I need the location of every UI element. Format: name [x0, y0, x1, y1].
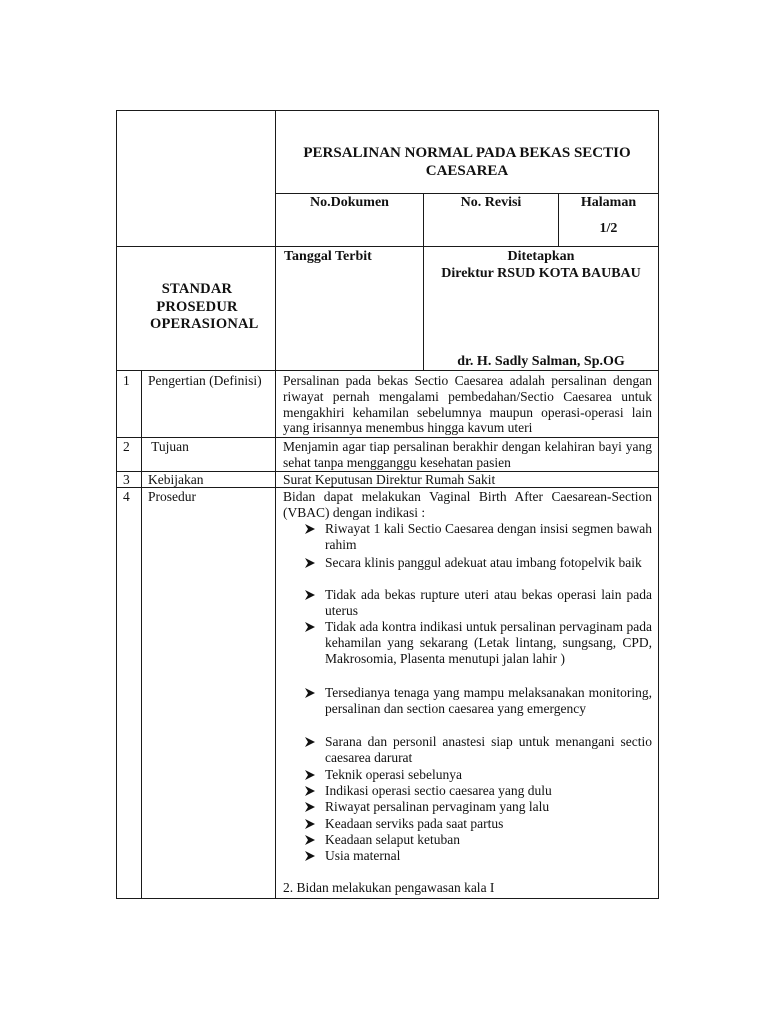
arrow-bullet-icon — [304, 619, 316, 635]
row-1-content: Persalinan pada bekas Sectio Caesarea adalah persalinan dengan riwayat pernah mengalami pembedahan/Sectio Caesarea untuk mengakhiri kehamilan sebelumnya maupun operasi-operasi lain yang irisannya menembus hingga kavum uteri — [283, 373, 652, 436]
list-item — [325, 783, 652, 799]
no-revisi-label: No. Revisi — [460, 195, 522, 210]
tanggal-terbit-label: Tanggal Terbit — [284, 249, 372, 264]
signatory-name: dr. H. Sadly Salman, Sp.OG — [457, 354, 625, 369]
arrow-bullet-icon — [304, 734, 316, 750]
list-item-text: Secara klinis panggul adekuat atau imbang fotopelvik baik — [325, 555, 642, 570]
document-title: PERSALINAN NORMAL PADA BEKAS SECTIO CAESAREA — [303, 145, 631, 179]
halaman-value: 1/2 — [599, 221, 618, 236]
list-item-text: Riwayat 1 kali Sectio Caesarea dengan insisi segmen bawah rahim — [325, 521, 652, 553]
row-3-number: 3 — [123, 472, 130, 487]
list-item — [325, 685, 652, 717]
row-1-label: Pengertian (Definisi) — [148, 373, 262, 388]
list-item — [325, 619, 652, 668]
row-4-number: 4 — [123, 489, 130, 504]
arrow-bullet-icon — [304, 521, 316, 537]
list-item-text: Indikasi operasi sectio caesarea yang dulu — [325, 783, 552, 798]
arrow-bullet-icon — [304, 848, 316, 864]
arrow-bullet-icon — [304, 587, 316, 603]
list-item-text: Usia maternal — [325, 848, 401, 863]
prosedur-step-2: 2. Bidan melakukan pengawasan kala I — [283, 880, 495, 895]
row-3-label: Kebijakan — [148, 472, 204, 487]
list-item — [325, 816, 652, 832]
no-dokumen-label: No.Dokumen — [310, 195, 389, 210]
list-item-text: Tersedianya tenaga yang mampu melaksanakan monitoring, persalinan dan section caesarea yang emergency — [325, 685, 652, 717]
halaman-label: Halaman — [580, 195, 637, 210]
list-item — [325, 521, 652, 553]
arrow-bullet-icon — [304, 816, 316, 832]
arrow-bullet-icon — [304, 799, 316, 815]
list-item-text: Tidak ada bekas rupture uteri atau bekas operasi lain pada uterus — [325, 587, 652, 619]
list-item-text: Teknik operasi sebelunya — [325, 767, 463, 782]
row-2-label: Tujuan — [148, 439, 189, 454]
list-item — [325, 848, 652, 864]
arrow-bullet-icon — [304, 767, 316, 783]
list-item — [325, 734, 652, 766]
sop-label: STANDAR PROSEDUR OPERASIONAL — [150, 281, 259, 332]
arrow-bullet-icon — [304, 555, 316, 571]
direktur-label: Direktur RSUD KOTA BAUBAU — [441, 266, 641, 281]
arrow-bullet-icon — [304, 685, 316, 701]
list-item — [325, 832, 652, 848]
row-3-content: Surat Keputusan Direktur Rumah Sakit — [283, 472, 496, 487]
list-item-text: Keadaan serviks pada saat partus — [325, 816, 504, 831]
list-item-text: Tidak ada kontra indikasi untuk persalinan pervaginam pada kehamilan yang sekarang (Letak lintang, sungsang, CPD, Makrosomia, Plasenta menutupi jalan lahir ) — [325, 619, 652, 667]
arrow-bullet-icon — [304, 832, 316, 848]
prosedur-intro: Bidan dapat melakukan Vaginal Birth After Caesarean-Section (VBAC) dengan indikasi : — [283, 489, 652, 520]
arrow-bullet-icon — [304, 783, 316, 799]
row-4-label: Prosedur — [148, 489, 196, 504]
list-item-text: Riwayat persalinan pervaginam yang lalu — [325, 799, 550, 814]
list-item-text: Sarana dan personil anastesi siap untuk menangani sectio caesarea darurat — [325, 734, 652, 766]
list-item — [325, 587, 652, 619]
row-2-number: 2 — [123, 439, 130, 454]
row-2-content: Menjamin agar tiap persalinan berakhir dengan kelahiran bayi yang sehat tanpa mengganggu kesehatan pasien — [283, 439, 652, 470]
ditetapkan-label: Ditetapkan — [507, 249, 575, 264]
row-1-number: 1 — [123, 373, 130, 388]
list-item — [325, 799, 652, 815]
list-item — [325, 555, 652, 571]
list-item-text: Keadaan selaput ketuban — [325, 832, 460, 847]
list-item — [325, 767, 652, 783]
